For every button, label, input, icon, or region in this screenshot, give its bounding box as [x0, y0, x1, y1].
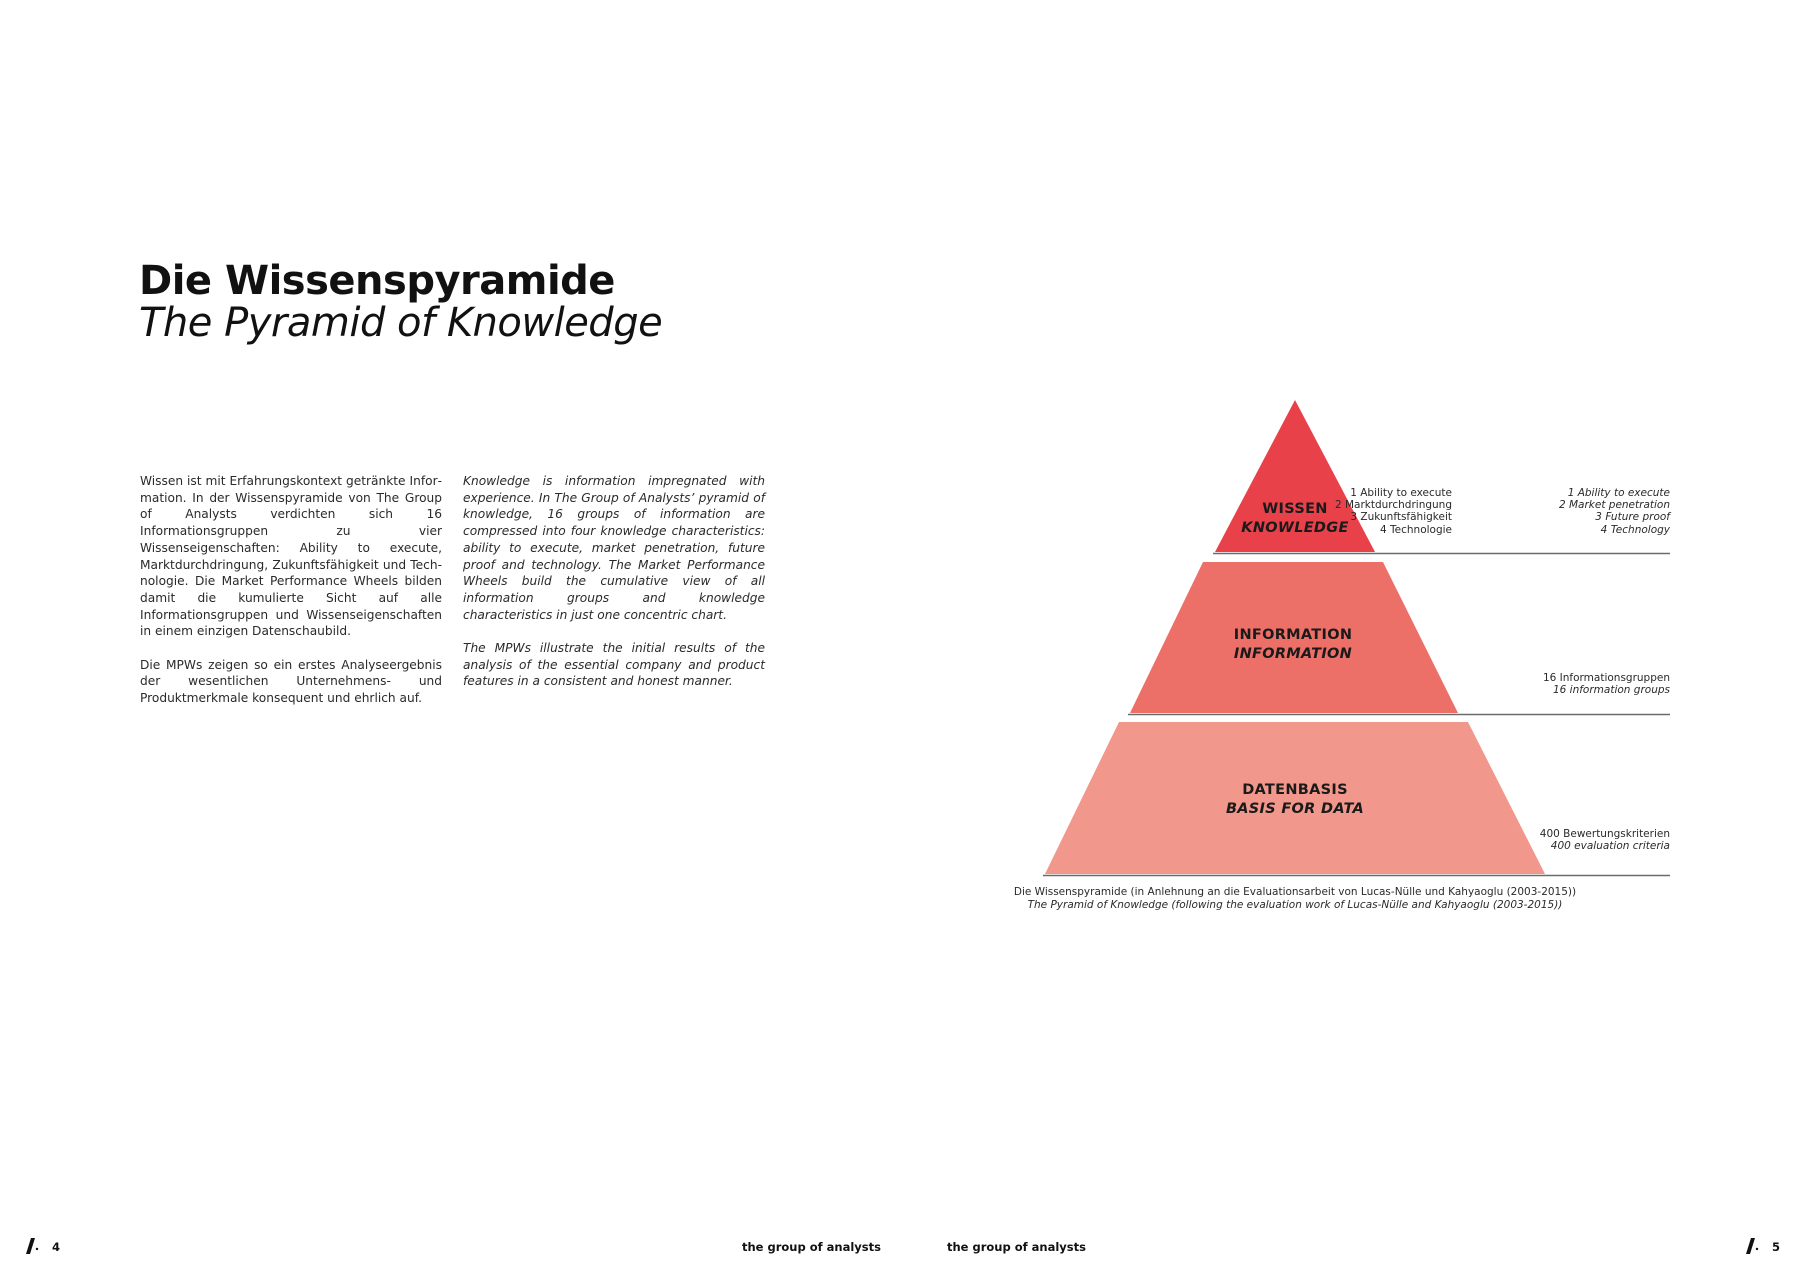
tier-label-de: INFORMATION — [1233, 627, 1353, 643]
tier-label-en: KNOWLEDGE — [1241, 520, 1349, 536]
tier-label-de: DATENBASIS — [1242, 782, 1348, 798]
side-note: 4 Technology — [1600, 523, 1670, 536]
figure-caption — [1010, 886, 1580, 911]
side-note: 16 information groups — [1552, 684, 1670, 697]
paragraph: Die MPWs zeigen so ein erstes Analyseergebnis der wesentlichen Unternehmens- und Produktmerkmale konsequent und ehrlich auf. — [140, 657, 442, 706]
side-note: 3 Future proof — [1595, 511, 1670, 524]
side-note: 3 Zukunftsfähigkeit — [1350, 511, 1452, 524]
paragraph: Knowledge is information impregnated with experience. In The Group of Analysts’ pyramid of knowledge, 16 groups of information are compressed into four knowledge characteristics: ability to execute, market penetration, future proof and technology. The Market Performance Wheels build the cumulative view of all information groups and knowledge characteristics in just one concentric chart. — [463, 474, 765, 622]
slash-logo-icon — [26, 1238, 40, 1254]
side-note: 2 Market penetration — [1558, 499, 1670, 512]
tier-label-en: BASIS FOR DATA — [1225, 801, 1365, 817]
page-number-left: 4 — [52, 1240, 61, 1254]
side-note: 1 Ability to execute — [1350, 487, 1452, 499]
side-note: 400 evaluation criteria — [1550, 840, 1670, 853]
side-note: 4 Technologie — [1380, 523, 1452, 536]
footer-brand-right: the group of analysts — [947, 1240, 1086, 1254]
tier-label-en: INFORMATION — [1233, 646, 1353, 662]
side-note: 400 Bewertungskriterien — [1539, 828, 1670, 840]
side-note: 2 Marktdurchdringung — [1334, 499, 1452, 512]
slash-logo-icon — [1746, 1238, 1760, 1254]
side-note: 1 Ability to execute — [1567, 487, 1670, 499]
knowledge-characteristics-de — [1335, 487, 1452, 536]
evaluation-criteria-note — [1540, 828, 1670, 852]
tier-label-information — [1193, 626, 1393, 664]
caption-de: Die Wissenspyramide (in Anlehnung an die Evaluationsarbeit von Lucas-Nülle und Kahyaoglu (2003-2015)) — [1013, 886, 1577, 898]
paragraph: Wissen ist mit Erfahrungskontext getränkte Information. In der Wissenspyramide von The Group of Analysts verdichten sich 16 Informationsgruppen zu vier Wissenseigenschaften: Ability to execute, Marktdurchdringung, Zukunftsfähigkeit und Technologie. Die Market Performance Wheels bilden damit die kumulierte Sicht auf alle Informationsgruppen und Wissenseigenschaften in einem einzigen Datenschaubild. — [140, 474, 442, 639]
caption-en: The Pyramid of Knowledge (following the evaluation work of Lucas-Nülle and Kahyaoglu (2003-2015)) — [1027, 898, 1563, 911]
page-title: Die Wissenspyramide — [139, 258, 615, 304]
paragraph: The MPWs illustrate the initial results of the analysis of the essential company and product features in a consistent and honest manner. — [463, 641, 765, 689]
knowledge-characteristics-en — [1559, 487, 1670, 536]
side-note: 16 Informationsgruppen — [1542, 672, 1670, 684]
tier-label-de: WISSEN — [1262, 501, 1328, 517]
page-subtitle: The Pyramid of Knowledge — [139, 300, 663, 346]
information-groups-note — [1543, 672, 1670, 696]
tier-label-data-basis — [1195, 781, 1395, 819]
page-number-right: 5 — [1772, 1240, 1781, 1254]
footer-brand-left: the group of analysts — [742, 1240, 881, 1254]
